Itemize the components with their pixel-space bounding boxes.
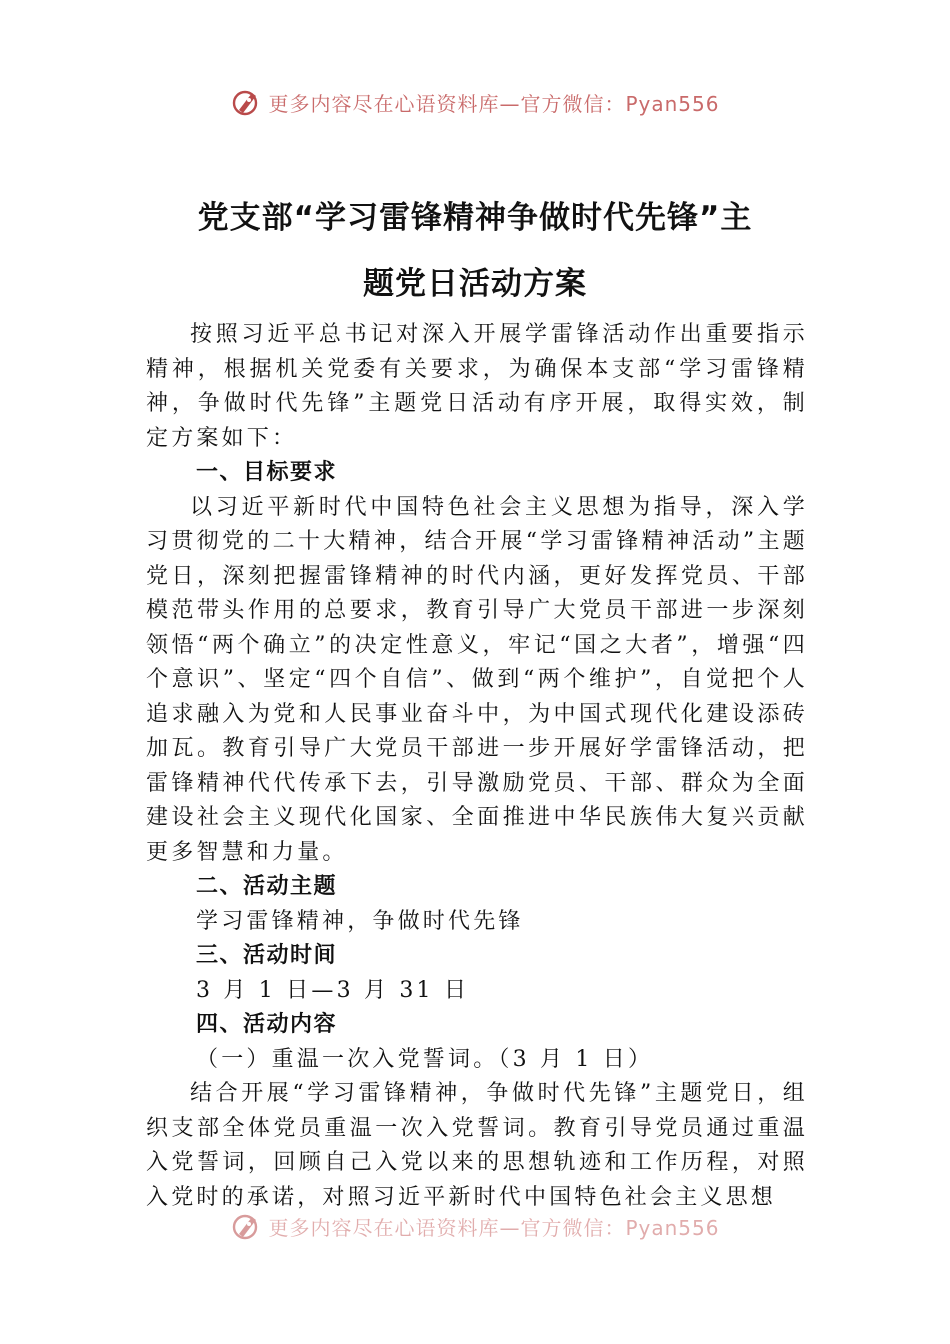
time-text: 3 月 1 日—3 月 31 日 bbox=[196, 977, 470, 1003]
intro-paragraph: 按照习近平总书记对深入开展学雷锋活动作出重要指示精神，根据机关党委有关要求，为确保本支部“学习雷锋精神，争做时代先锋”主题党日活动有序开展，取得实效，制定方案如下： bbox=[146, 322, 808, 451]
subsection-heading-oath: （一）重温一次入党誓词。（3 月 1 日） bbox=[196, 1046, 654, 1072]
theme-text: 学习雷锋精神，争做时代先锋 bbox=[196, 908, 524, 934]
watermark-header bbox=[0, 82, 950, 122]
section-heading-time: 三、活动时间 bbox=[196, 943, 338, 968]
document-title-line-2: 题党日活动方案 bbox=[363, 266, 587, 302]
section-heading-theme: 二、活动主题 bbox=[196, 874, 338, 899]
pen-nib-icon bbox=[230, 1210, 262, 1242]
watermark-text: 更多内容尽在心语资料库—官方微信：Pyan556 bbox=[268, 91, 720, 116]
document-body bbox=[146, 318, 808, 1215]
pen-nib-icon bbox=[230, 86, 262, 118]
watermark-text-footer: 更多内容尽在心语资料库—官方微信：Pyan556 bbox=[268, 1215, 720, 1240]
watermark-footer bbox=[0, 1206, 950, 1246]
goals-paragraph: 以习近平新时代中国特色社会主义思想为指导，深入学习贯彻党的二十大精神，结合开展“学习雷锋精神活动”主题党日，深刻把握雷锋精神的时代内涵，更好发挥党员、干部模范带头作用的总要求，教育引导广大党员干部进一步深刻领悟“两个确立”的决定性意义，牢记“国之大者”，增强“四个意识”、坚定“四个自信”、做到“两个维护”，自觉把个人追求融入为党和人民事业奋斗中，为中国式现代化建设添砖加瓦。教育引导广大党员干部进一步开展好学雷锋活动，把雷锋精神代代传承下去，引导激励党员、干部、群众为全面建设社会主义现代化国家、全面推进中华民族伟大复兴贡献更多智慧和力量。 bbox=[146, 494, 808, 865]
section-heading-goals: 一、目标要求 bbox=[196, 460, 338, 485]
document-title-line-1: 党支部“学习雷锋精神争做时代先锋”主 bbox=[197, 200, 753, 236]
oath-paragraph: 结合开展“学习雷锋精神，争做时代先锋”主题党日，组织支部全体党员重温一次入党誓词。教育引导党员通过重温入党誓词，回顾自己入党以来的思想轨迹和工作历程，对照入党时的承诺，对照习近平新时代中国特色社会主义思想 bbox=[146, 1081, 808, 1210]
section-heading-content: 四、活动内容 bbox=[196, 1012, 338, 1037]
